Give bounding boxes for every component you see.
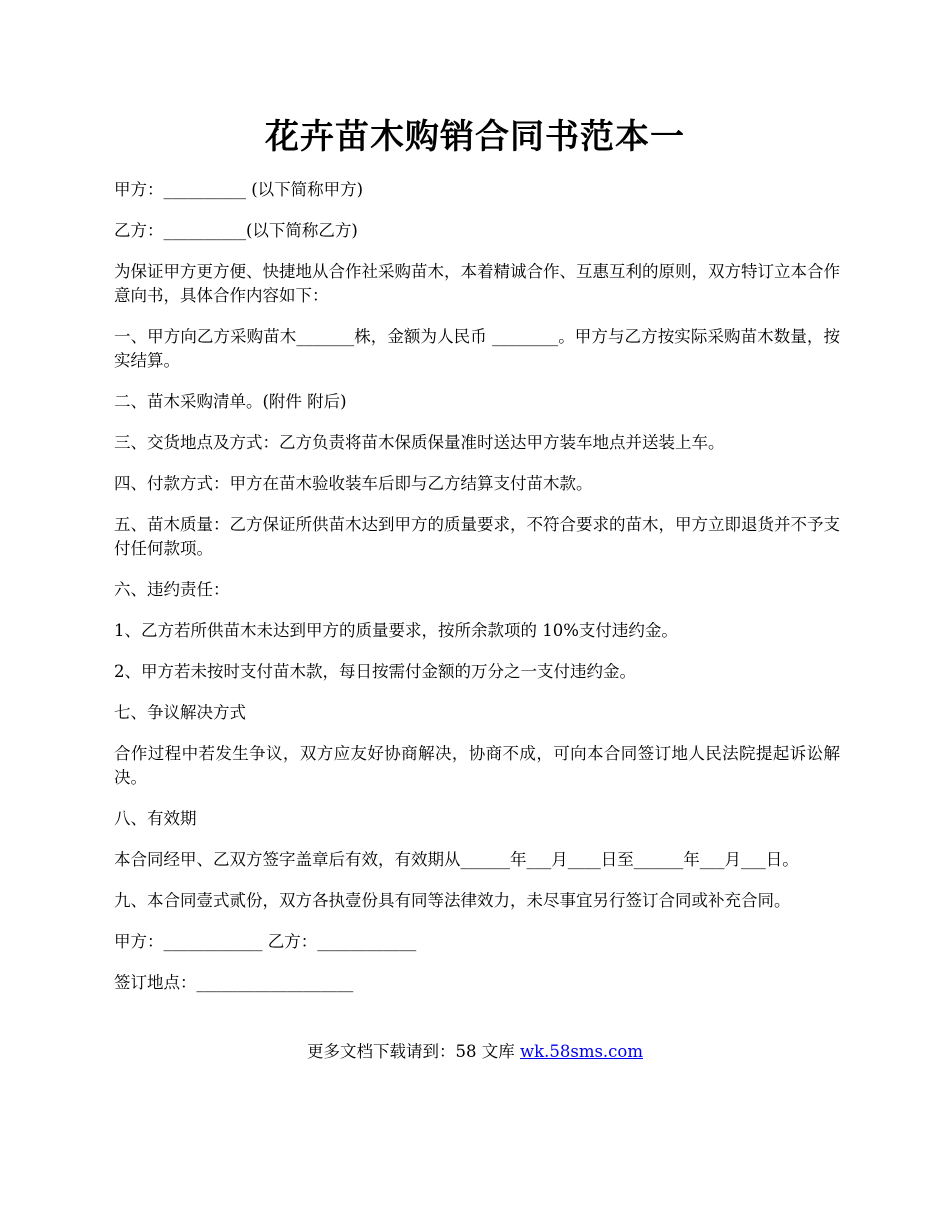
clause-6-item-1: 1、乙方若所供苗木未达到甲方的质量要求，按所余款项的 10%支付违约金。 [114,621,678,640]
document-body [114,178,840,1012]
footer-prefix: 更多文档下载请到：58 文库 [306,1042,520,1061]
signing-place-line: 签订地点：___________________ [114,973,354,992]
clause-1: 一、甲方向乙方采购苗木_______株，金额为人民币 ________。甲方与乙方按实际采购苗木数量，按实结算。 [114,327,840,370]
clause-7-heading: 七、争议解决方式 [114,703,246,722]
clause-3: 三、交货地点及方式：乙方负责将苗木保质保量准时送达甲方装车地点并送装上车。 [114,433,725,452]
preamble-paragraph: 为保证甲方更方便、快捷地从合作社采购苗木，本着精诚合作、互惠互利的原则，双方特订立本合作意向书，具体合作内容如下： [114,262,840,305]
clause-2: 二、苗木采购清单。(附件 附后) [114,392,347,411]
clause-8-heading: 八、有效期 [114,809,197,828]
footer-link[interactable]: wk.58sms.com [519,1042,643,1061]
clause-6-heading: 六、违约责任： [114,580,230,599]
clause-9: 九、本合同壹式贰份，双方各执壹份具有同等法律效力，未尽事宜另行签订合同或补充合同。 [114,891,791,910]
clause-5: 五、苗木质量：乙方保证所供苗木达到甲方的质量要求，不符合要求的苗木，甲方立即退货并不予支付任何款项。 [114,515,840,558]
clause-4: 四、付款方式：甲方在苗木验收装车后即与乙方结算支付苗木款。 [114,474,593,493]
footer [0,1040,950,1064]
signature-line: 甲方：____________ 乙方：____________ [114,932,417,951]
party-a-line: 甲方：__________ (以下简称甲方) [114,180,364,199]
party-b-line: 乙方：__________(以下简称乙方) [114,221,358,240]
clause-8-body: 本合同经甲、乙双方签字盖章后有效，有效期从______年___月____日至______年___月___日。 [114,850,799,869]
clause-7-body: 合作过程中若发生争议，双方应友好协商解决，协商不成，可向本合同签订地人民法院提起诉讼解决。 [114,744,840,787]
clause-6-item-2: 2、甲方若未按时支付苗木款，每日按需付金额的万分之一支付违约金。 [114,662,636,681]
document-title: 花卉苗木购销合同书范本一 [265,117,685,157]
